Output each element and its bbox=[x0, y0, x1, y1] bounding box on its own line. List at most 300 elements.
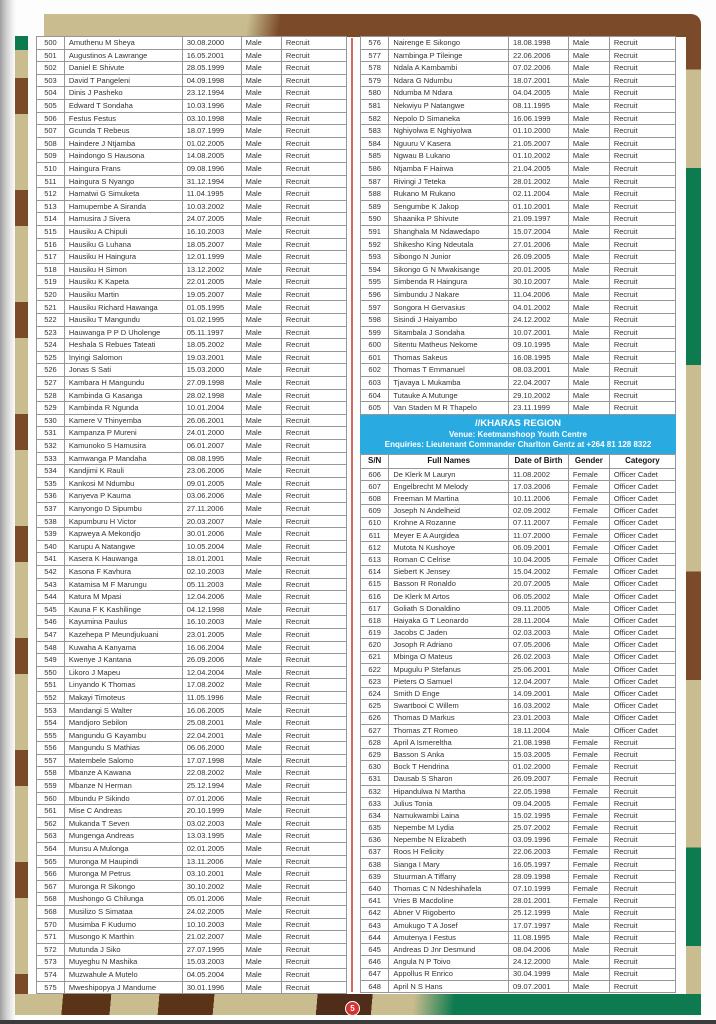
cell-category: Recruit bbox=[281, 905, 346, 918]
cell-dob: 02.03.2003 bbox=[509, 627, 569, 639]
cell-gender: Male bbox=[568, 351, 609, 364]
cell-category: Officer Cadet bbox=[609, 724, 675, 736]
cell-gender: Male bbox=[568, 578, 609, 590]
cell-name: Kankosi M Ndumbu bbox=[64, 477, 182, 490]
cell-dob: 03.02.2003 bbox=[182, 817, 241, 830]
cell-sn: 602 bbox=[361, 364, 389, 377]
cell-dob: 30.01.1996 bbox=[182, 981, 241, 994]
table-row bbox=[361, 74, 676, 87]
cell-category: Recruit bbox=[609, 188, 675, 201]
cell-category: Officer Cadet bbox=[609, 505, 675, 517]
cell-category: Recruit bbox=[609, 968, 675, 980]
cell-dob: 18.05.2007 bbox=[182, 238, 241, 251]
cell-sn: 562 bbox=[37, 817, 65, 830]
cell-name: Krohne A Rozanne bbox=[389, 517, 509, 529]
table-row bbox=[37, 263, 347, 276]
cell-name: Meyer E A Aurgidea bbox=[389, 529, 509, 541]
col-header-sn: S/N bbox=[361, 454, 389, 468]
cell-gender: Male bbox=[241, 717, 281, 730]
cell-name: Thomas C N Ndeshihafela bbox=[389, 883, 509, 895]
cell-name: Kuwaha A Kanyama bbox=[64, 641, 182, 654]
cell-gender: Female bbox=[568, 785, 609, 797]
cell-category: Recruit bbox=[609, 238, 675, 251]
cell-category: Recruit bbox=[281, 175, 346, 188]
cell-name: Jonas S Sati bbox=[64, 364, 182, 377]
cell-gender: Male bbox=[241, 767, 281, 780]
cell-sn: 595 bbox=[361, 276, 389, 289]
cell-name: Gcunda T Rebeus bbox=[64, 125, 182, 138]
cell-name: Nepembe M Lydia bbox=[389, 822, 509, 834]
cell-sn: 568 bbox=[37, 893, 65, 906]
cell-dob: 09.11.2005 bbox=[509, 602, 569, 614]
cell-dob: 28.02.1998 bbox=[182, 389, 241, 402]
cell-gender: Female bbox=[568, 834, 609, 846]
cell-dob: 23.01.2005 bbox=[182, 628, 241, 641]
cell-gender: Male bbox=[241, 591, 281, 604]
cell-gender: Male bbox=[241, 830, 281, 843]
table-row bbox=[361, 956, 676, 968]
table-row bbox=[361, 137, 676, 150]
cell-dob: 02.10.2003 bbox=[182, 565, 241, 578]
table-row bbox=[37, 792, 347, 805]
cell-category: Recruit bbox=[609, 125, 675, 138]
cell-name: Tutauke A Mutunge bbox=[389, 389, 509, 402]
cell-category: Recruit bbox=[281, 717, 346, 730]
table-row bbox=[37, 666, 347, 679]
table-row bbox=[37, 729, 347, 742]
cell-category: Recruit bbox=[281, 326, 346, 339]
cell-sn: 514 bbox=[37, 213, 65, 226]
cell-name: Ngwau B Lukano bbox=[389, 150, 509, 163]
cell-category: Officer Cadet bbox=[609, 639, 675, 651]
cell-category: Recruit bbox=[609, 944, 675, 956]
table-row bbox=[361, 871, 676, 883]
cell-sn: 506 bbox=[37, 112, 65, 125]
table-row bbox=[37, 200, 347, 213]
cell-name: Haindongo S Hausona bbox=[64, 150, 182, 163]
cell-category: Recruit bbox=[281, 62, 346, 75]
cell-sn: 580 bbox=[361, 87, 389, 100]
cell-dob: 20.03.2007 bbox=[182, 515, 241, 528]
cell-dob: 22.06.2006 bbox=[509, 49, 569, 62]
cell-name: Tjavaya L Mukamba bbox=[389, 377, 509, 390]
cell-name: Hausiku K Kapeta bbox=[64, 276, 182, 289]
cell-gender: Male bbox=[241, 188, 281, 201]
table-row bbox=[361, 301, 676, 314]
cell-dob: 01.10.2002 bbox=[509, 150, 569, 163]
cell-dob: 02.01.2005 bbox=[182, 843, 241, 856]
cell-gender: Male bbox=[568, 74, 609, 87]
cell-gender: Male bbox=[568, 314, 609, 327]
cell-category: Recruit bbox=[609, 112, 675, 125]
cell-gender: Male bbox=[568, 162, 609, 175]
cell-name: Amukugo T A Josef bbox=[389, 919, 509, 931]
kharas-table bbox=[360, 454, 676, 993]
cell-category: Recruit bbox=[281, 200, 346, 213]
cell-name: Mushongo G Chilunga bbox=[64, 893, 182, 906]
cell-dob: 17.08.2002 bbox=[182, 679, 241, 692]
cell-gender: Male bbox=[241, 414, 281, 427]
cell-gender: Male bbox=[568, 402, 609, 415]
cell-sn: 560 bbox=[37, 792, 65, 805]
camo-border-left bbox=[15, 36, 28, 1015]
cell-name: Josoph R Adriano bbox=[389, 639, 509, 651]
cell-name: Appollus R Enrico bbox=[389, 968, 509, 980]
table-row bbox=[361, 62, 676, 75]
cell-sn: 522 bbox=[37, 314, 65, 327]
cell-name: Ndara G Ndumbu bbox=[389, 74, 509, 87]
cell-sn: 529 bbox=[37, 402, 65, 415]
cell-sn: 628 bbox=[361, 736, 389, 748]
cell-name: Mukanda T Seven bbox=[64, 817, 182, 830]
cell-dob: 30.08.2000 bbox=[182, 37, 241, 50]
table-row bbox=[361, 505, 676, 517]
cell-sn: 565 bbox=[37, 855, 65, 868]
table-row bbox=[361, 541, 676, 553]
cell-dob: 07.02.2006 bbox=[509, 62, 569, 75]
cell-gender: Male bbox=[568, 907, 609, 919]
table-row bbox=[361, 288, 676, 301]
cell-dob: 15.03.2005 bbox=[509, 749, 569, 761]
cell-name: Thomas D Markus bbox=[389, 712, 509, 724]
cell-category: Recruit bbox=[281, 389, 346, 402]
table-row bbox=[37, 490, 347, 503]
cell-sn: 625 bbox=[361, 700, 389, 712]
cell-name: Kayumina Paulus bbox=[64, 616, 182, 629]
table-row bbox=[37, 767, 347, 780]
cell-name: Nairenge E Sikongo bbox=[389, 37, 509, 50]
cell-sn: 586 bbox=[361, 162, 389, 175]
table-row bbox=[361, 351, 676, 364]
cell-dob: 18.01.2001 bbox=[182, 553, 241, 566]
cell-gender: Male bbox=[241, 603, 281, 616]
cell-category: Recruit bbox=[281, 666, 346, 679]
cell-dob: 15.03.2000 bbox=[182, 364, 241, 377]
cell-dob: 23.11.1999 bbox=[509, 402, 569, 415]
cell-category: Recruit bbox=[609, 62, 675, 75]
cell-category: Recruit bbox=[609, 761, 675, 773]
cell-category: Officer Cadet bbox=[609, 676, 675, 688]
cell-category: Officer Cadet bbox=[609, 541, 675, 553]
cell-sn: 568 bbox=[37, 905, 65, 918]
cell-gender: Male bbox=[241, 905, 281, 918]
table-row bbox=[361, 712, 676, 724]
cell-name: Daniel E Shivute bbox=[64, 62, 182, 75]
table-row bbox=[361, 389, 676, 402]
cell-sn: 589 bbox=[361, 200, 389, 213]
recruit-table-left bbox=[36, 36, 347, 994]
cell-gender: Male bbox=[568, 615, 609, 627]
cell-name: Kasera K Hauwanga bbox=[64, 553, 182, 566]
cell-dob: 10.04.2005 bbox=[509, 554, 569, 566]
table-row bbox=[37, 49, 347, 62]
cell-category: Officer Cadet bbox=[609, 663, 675, 675]
cell-sn: 563 bbox=[37, 830, 65, 843]
cell-dob: 30.10.2007 bbox=[509, 276, 569, 289]
cell-sn: 521 bbox=[37, 301, 65, 314]
cell-dob: 27.11.2006 bbox=[182, 502, 241, 515]
cell-name: Haingura S Nyango bbox=[64, 175, 182, 188]
cell-sn: 530 bbox=[37, 414, 65, 427]
cell-gender: Male bbox=[568, 724, 609, 736]
cell-name: Engelbrecht M Melody bbox=[389, 481, 509, 493]
cell-category: Officer Cadet bbox=[609, 554, 675, 566]
cell-sn: 510 bbox=[37, 162, 65, 175]
cell-gender: Female bbox=[568, 883, 609, 895]
cell-dob: 04.05.2004 bbox=[182, 968, 241, 981]
cell-dob: 18.07.1999 bbox=[182, 125, 241, 138]
cell-sn: 513 bbox=[37, 200, 65, 213]
cell-dob: 11.07.2000 bbox=[509, 529, 569, 541]
cell-dob: 01.10.2001 bbox=[509, 200, 569, 213]
cell-category: Recruit bbox=[281, 540, 346, 553]
cell-name: Muronga M Haupindi bbox=[64, 855, 182, 868]
cell-name: Mweshipopya J Mandume bbox=[64, 981, 182, 994]
cell-gender: Female bbox=[568, 529, 609, 541]
cell-sn: 531 bbox=[37, 427, 65, 440]
cell-gender: Male bbox=[241, 553, 281, 566]
table-row bbox=[37, 301, 347, 314]
cell-category: Recruit bbox=[609, 326, 675, 339]
cell-sn: 590 bbox=[361, 213, 389, 226]
table-row bbox=[37, 112, 347, 125]
cell-dob: 15.03.2003 bbox=[182, 956, 241, 969]
cell-dob: 26.09.2005 bbox=[509, 251, 569, 264]
cell-gender: Male bbox=[241, 364, 281, 377]
cell-gender: Male bbox=[241, 780, 281, 793]
cell-dob: 16.08.1995 bbox=[509, 351, 569, 364]
table-row bbox=[37, 37, 347, 50]
cell-name: Augustinos A Lawrange bbox=[64, 49, 182, 62]
cell-name: Mangundu G Kayambu bbox=[64, 729, 182, 742]
cell-name: Inyingi Salomon bbox=[64, 351, 182, 364]
cell-sn: 559 bbox=[37, 780, 65, 793]
cell-name: Hausiku Martin bbox=[64, 288, 182, 301]
cell-gender: Male bbox=[241, 326, 281, 339]
cell-category: Recruit bbox=[609, 810, 675, 822]
cell-gender: Male bbox=[568, 251, 609, 264]
cell-dob: 25.12.1994 bbox=[182, 780, 241, 793]
table-row bbox=[37, 377, 347, 390]
cell-category: Recruit bbox=[281, 276, 346, 289]
table-row bbox=[361, 883, 676, 895]
cell-category: Recruit bbox=[281, 679, 346, 692]
cell-gender: Male bbox=[568, 200, 609, 213]
cell-dob: 29.10.2002 bbox=[509, 389, 569, 402]
cell-gender: Male bbox=[568, 112, 609, 125]
cell-sn: 640 bbox=[361, 883, 389, 895]
cell-category: Recruit bbox=[281, 402, 346, 415]
table-row bbox=[37, 817, 347, 830]
cell-dob: 18.05.2002 bbox=[182, 339, 241, 352]
cell-category: Recruit bbox=[281, 263, 346, 276]
cell-category: Recruit bbox=[281, 99, 346, 112]
cell-dob: 31.12.1994 bbox=[182, 175, 241, 188]
cell-gender: Male bbox=[241, 817, 281, 830]
cell-sn: 582 bbox=[361, 112, 389, 125]
cell-category: Recruit bbox=[281, 956, 346, 969]
table-row bbox=[361, 858, 676, 870]
cell-name: Namukwambi Laina bbox=[389, 810, 509, 822]
cell-gender: Female bbox=[568, 858, 609, 870]
cell-category: Recruit bbox=[609, 956, 675, 968]
table-row bbox=[37, 855, 347, 868]
cell-sn: 634 bbox=[361, 810, 389, 822]
cell-sn: 575 bbox=[37, 981, 65, 994]
cell-gender: Male bbox=[568, 175, 609, 188]
cell-category: Recruit bbox=[609, 377, 675, 390]
cell-sn: 645 bbox=[361, 944, 389, 956]
cell-gender: Female bbox=[568, 871, 609, 883]
cell-dob: 18.08.1998 bbox=[509, 37, 569, 50]
cell-gender: Male bbox=[241, 729, 281, 742]
cell-dob: 16.05.2001 bbox=[182, 49, 241, 62]
table-row bbox=[37, 452, 347, 465]
cell-name: Angula N P Toivo bbox=[389, 956, 509, 968]
cell-name: Nguuru V Kasera bbox=[389, 137, 509, 150]
table-row bbox=[361, 364, 676, 377]
cell-gender: Male bbox=[241, 679, 281, 692]
table-row bbox=[37, 314, 347, 327]
table-row bbox=[361, 49, 676, 62]
cell-category: Recruit bbox=[609, 339, 675, 352]
cell-sn: 605 bbox=[361, 402, 389, 415]
cell-category: Recruit bbox=[281, 968, 346, 981]
cell-category: Recruit bbox=[609, 883, 675, 895]
cell-sn: 554 bbox=[37, 717, 65, 730]
cell-name: Nghiyolwa E Nghiyolwa bbox=[389, 125, 509, 138]
cell-name: Munsu A Mulonga bbox=[64, 843, 182, 856]
cell-category: Recruit bbox=[281, 301, 346, 314]
cell-category: Recruit bbox=[281, 414, 346, 427]
cell-category: Recruit bbox=[609, 74, 675, 87]
cell-sn: 526 bbox=[37, 364, 65, 377]
page-edge-shadow bbox=[0, 0, 16, 1024]
cell-sn: 601 bbox=[361, 351, 389, 364]
cell-category: Recruit bbox=[281, 452, 346, 465]
cell-name: Julius Tonia bbox=[389, 797, 509, 809]
cell-category: Officer Cadet bbox=[609, 468, 675, 480]
cell-name: Kazehepa P Meundjukuani bbox=[64, 628, 182, 641]
cell-gender: Male bbox=[568, 301, 609, 314]
cell-gender: Male bbox=[568, 919, 609, 931]
cell-dob: 28.05.1999 bbox=[182, 62, 241, 75]
table-row bbox=[361, 529, 676, 541]
table-row bbox=[361, 213, 676, 226]
cell-category: Recruit bbox=[281, 339, 346, 352]
cell-name: Kamere V Thinyemba bbox=[64, 414, 182, 427]
cell-sn: 511 bbox=[37, 175, 65, 188]
table-row bbox=[361, 578, 676, 590]
cell-gender: Male bbox=[241, 465, 281, 478]
cell-dob: 17.07.1998 bbox=[182, 754, 241, 767]
cell-sn: 551 bbox=[37, 679, 65, 692]
cell-sn: 518 bbox=[37, 263, 65, 276]
table-row bbox=[37, 528, 347, 541]
cell-dob: 11.08.1995 bbox=[509, 931, 569, 943]
cell-name: Sengumbe K Jakop bbox=[389, 200, 509, 213]
table-row bbox=[361, 688, 676, 700]
cell-category: Recruit bbox=[281, 931, 346, 944]
table-row bbox=[37, 679, 347, 692]
col-header-category: Category bbox=[609, 454, 675, 468]
cell-sn: 520 bbox=[37, 288, 65, 301]
cell-gender: Male bbox=[241, 943, 281, 956]
cell-dob: 24.02.2005 bbox=[182, 905, 241, 918]
cell-sn: 588 bbox=[361, 188, 389, 201]
cell-sn: 599 bbox=[361, 326, 389, 339]
cell-gender: Male bbox=[241, 641, 281, 654]
table-row bbox=[37, 99, 347, 112]
cell-category: Recruit bbox=[609, 895, 675, 907]
cell-sn: 516 bbox=[37, 238, 65, 251]
cell-sn: 557 bbox=[37, 754, 65, 767]
cell-category: Recruit bbox=[609, 834, 675, 846]
cell-gender: Male bbox=[568, 980, 609, 992]
table-row bbox=[361, 895, 676, 907]
cell-name: Muyeghu N Mashika bbox=[64, 956, 182, 969]
cell-category: Recruit bbox=[281, 742, 346, 755]
cell-category: Recruit bbox=[281, 515, 346, 528]
cell-dob: 30.04.1999 bbox=[509, 968, 569, 980]
cell-sn: 519 bbox=[37, 276, 65, 289]
cell-sn: 570 bbox=[37, 918, 65, 931]
table-row bbox=[37, 414, 347, 427]
table-row bbox=[361, 834, 676, 846]
cell-dob: 25.12.1999 bbox=[509, 907, 569, 919]
cell-dob: 11.04.1995 bbox=[182, 188, 241, 201]
cell-name: Muronga M Petrus bbox=[64, 868, 182, 881]
cell-category: Recruit bbox=[609, 931, 675, 943]
cell-name: Kasona F Kavhura bbox=[64, 565, 182, 578]
cell-category: Recruit bbox=[609, 263, 675, 276]
cell-category: Recruit bbox=[281, 528, 346, 541]
cell-category: Recruit bbox=[281, 565, 346, 578]
cell-gender: Female bbox=[568, 736, 609, 748]
cell-name: Haingura Frans bbox=[64, 162, 182, 175]
cell-dob: 05.01.2006 bbox=[182, 893, 241, 906]
cell-category: Recruit bbox=[281, 213, 346, 226]
cell-gender: Male bbox=[241, 314, 281, 327]
cell-gender: Female bbox=[568, 846, 609, 858]
cell-category: Recruit bbox=[609, 919, 675, 931]
cell-name: Dausab S Sharon bbox=[389, 773, 509, 785]
cell-name: Haindere J Ntjamba bbox=[64, 137, 182, 150]
cell-dob: 18.07.2001 bbox=[509, 74, 569, 87]
cell-gender: Male bbox=[241, 238, 281, 251]
cell-gender: Male bbox=[241, 251, 281, 264]
cell-category: Recruit bbox=[281, 830, 346, 843]
cell-dob: 02.11.2004 bbox=[509, 188, 569, 201]
cell-name: Kandjimi K Rauli bbox=[64, 465, 182, 478]
table-row bbox=[361, 175, 676, 188]
cell-gender: Male bbox=[241, 37, 281, 50]
cell-name: Basson S Anka bbox=[389, 749, 509, 761]
cell-sn: 546 bbox=[37, 616, 65, 629]
cell-dob: 26.09.2006 bbox=[182, 654, 241, 667]
cell-name: Mandangi S Walter bbox=[64, 704, 182, 717]
cell-sn: 639 bbox=[361, 871, 389, 883]
cell-name: Sianga I Mary bbox=[389, 858, 509, 870]
cell-gender: Male bbox=[241, 654, 281, 667]
cell-gender: Male bbox=[241, 427, 281, 440]
table-row bbox=[37, 981, 347, 994]
cell-gender: Female bbox=[568, 554, 609, 566]
cell-sn: 515 bbox=[37, 225, 65, 238]
cell-gender: Male bbox=[241, 440, 281, 453]
cell-sn: 539 bbox=[37, 528, 65, 541]
table-row bbox=[37, 351, 347, 364]
